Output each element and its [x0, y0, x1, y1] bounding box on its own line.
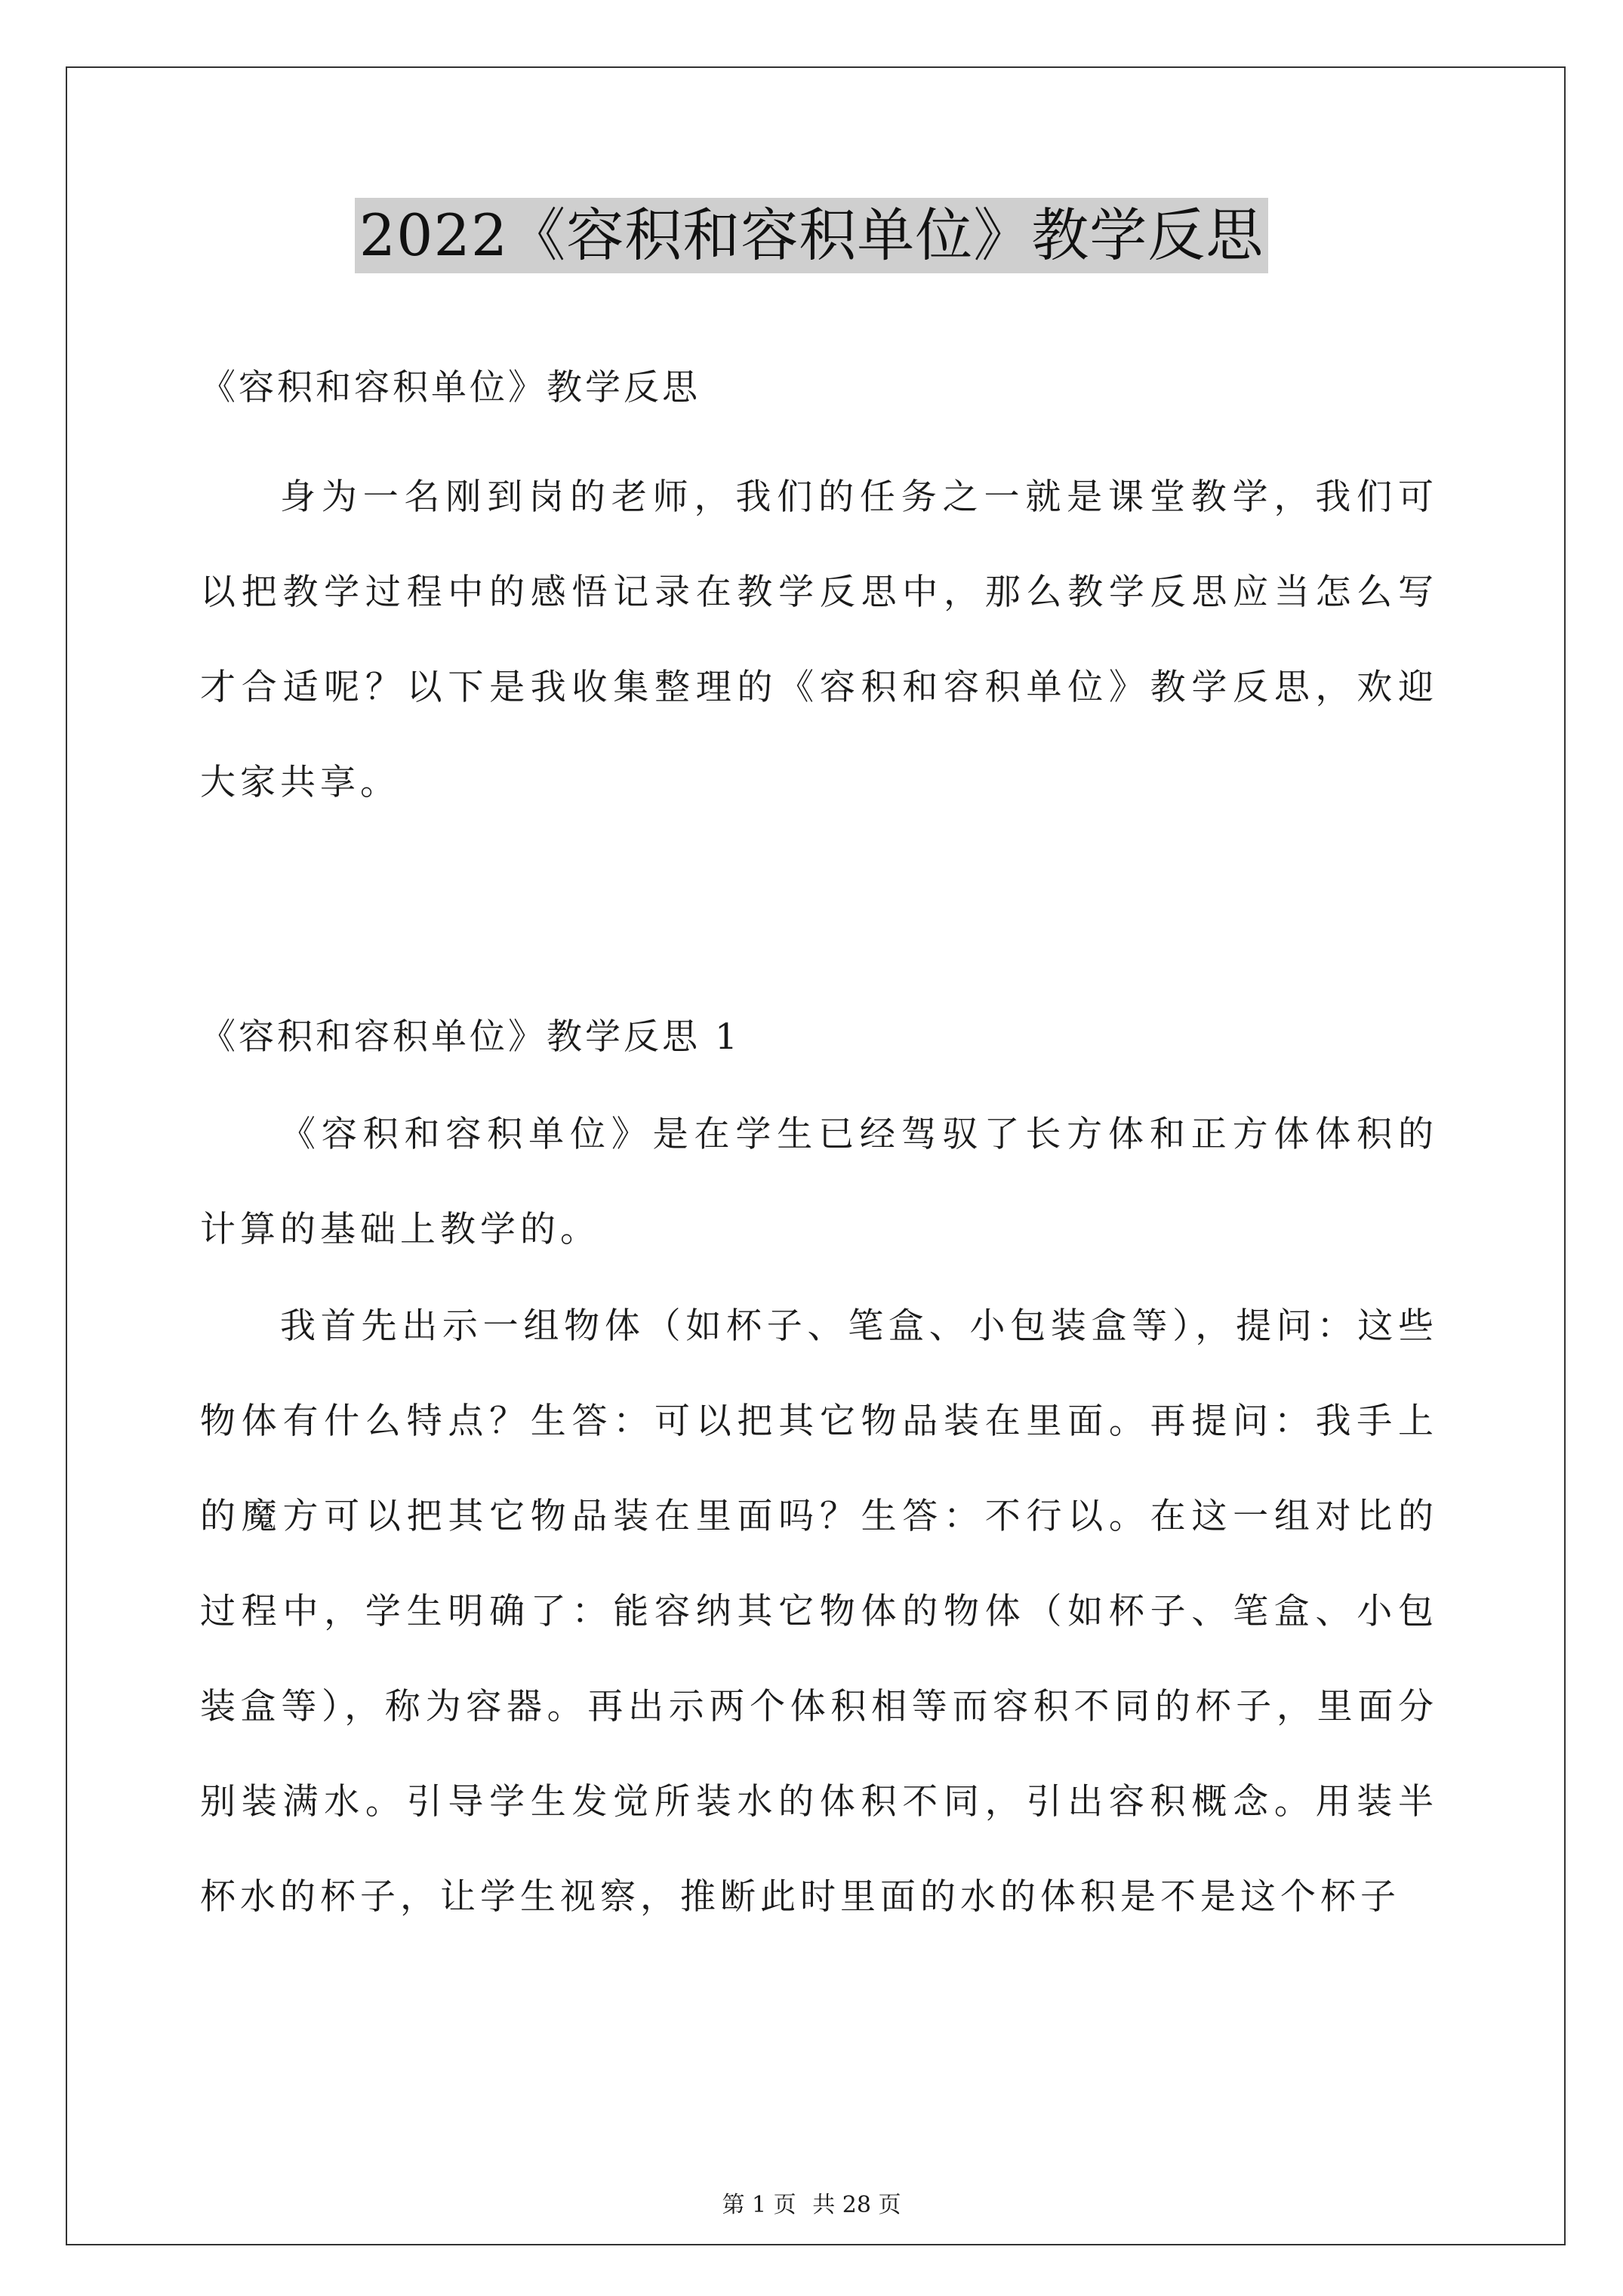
intro-paragraph: 身为一名刚到岗的老师，我们的任务之一就是课堂教学，我们可以把教学过程中的感悟记录在教学反思中，那么教学反思应当怎么写才合适呢？以下是我收集整理的《容积和容积单位》教学反思，欢迎大家共享。 — [200, 476, 1438, 803]
page-total: 共 28 页 — [812, 2192, 901, 2218]
document-title: 2022《容积和容积单位》教学反思 — [355, 198, 1268, 273]
document-subtitle: 《容积和容积单位》教学反思 — [200, 367, 701, 408]
page-number: 第 1 页 — [722, 2192, 796, 2218]
paragraph-2: 我首先出示一组物体（如杯子、笔盒、小包装盒等），提问：这些物体有什么特点？生答：可以把其它物品装在里面。再提问：我手上的魔方可以把其它物品装在里面吗？生答：不行以。在这一组对比的过程中，学生明确了：能容纳其它物体的物体（如杯子、笔盒、小包装盒等），称为容器。再出示两个体积相等而容积不同的杯子，里面分别装满水。引导学生发觉所装水的体积不同，引出容积概念。用装半杯水的杯子，让学生视察，推断此时里面的水的体积是不是这个杯子 — [200, 1305, 1438, 1918]
section-heading: 《容积和容积单位》教学反思 1 — [200, 1016, 741, 1058]
paragraph-1: 《容积和容积单位》是在学生已经驾驭了长方体和正方体体积的计算的基础上教学的。 — [200, 1114, 1438, 1250]
page-footer — [0, 2186, 1623, 2219]
title-container — [0, 198, 1623, 273]
